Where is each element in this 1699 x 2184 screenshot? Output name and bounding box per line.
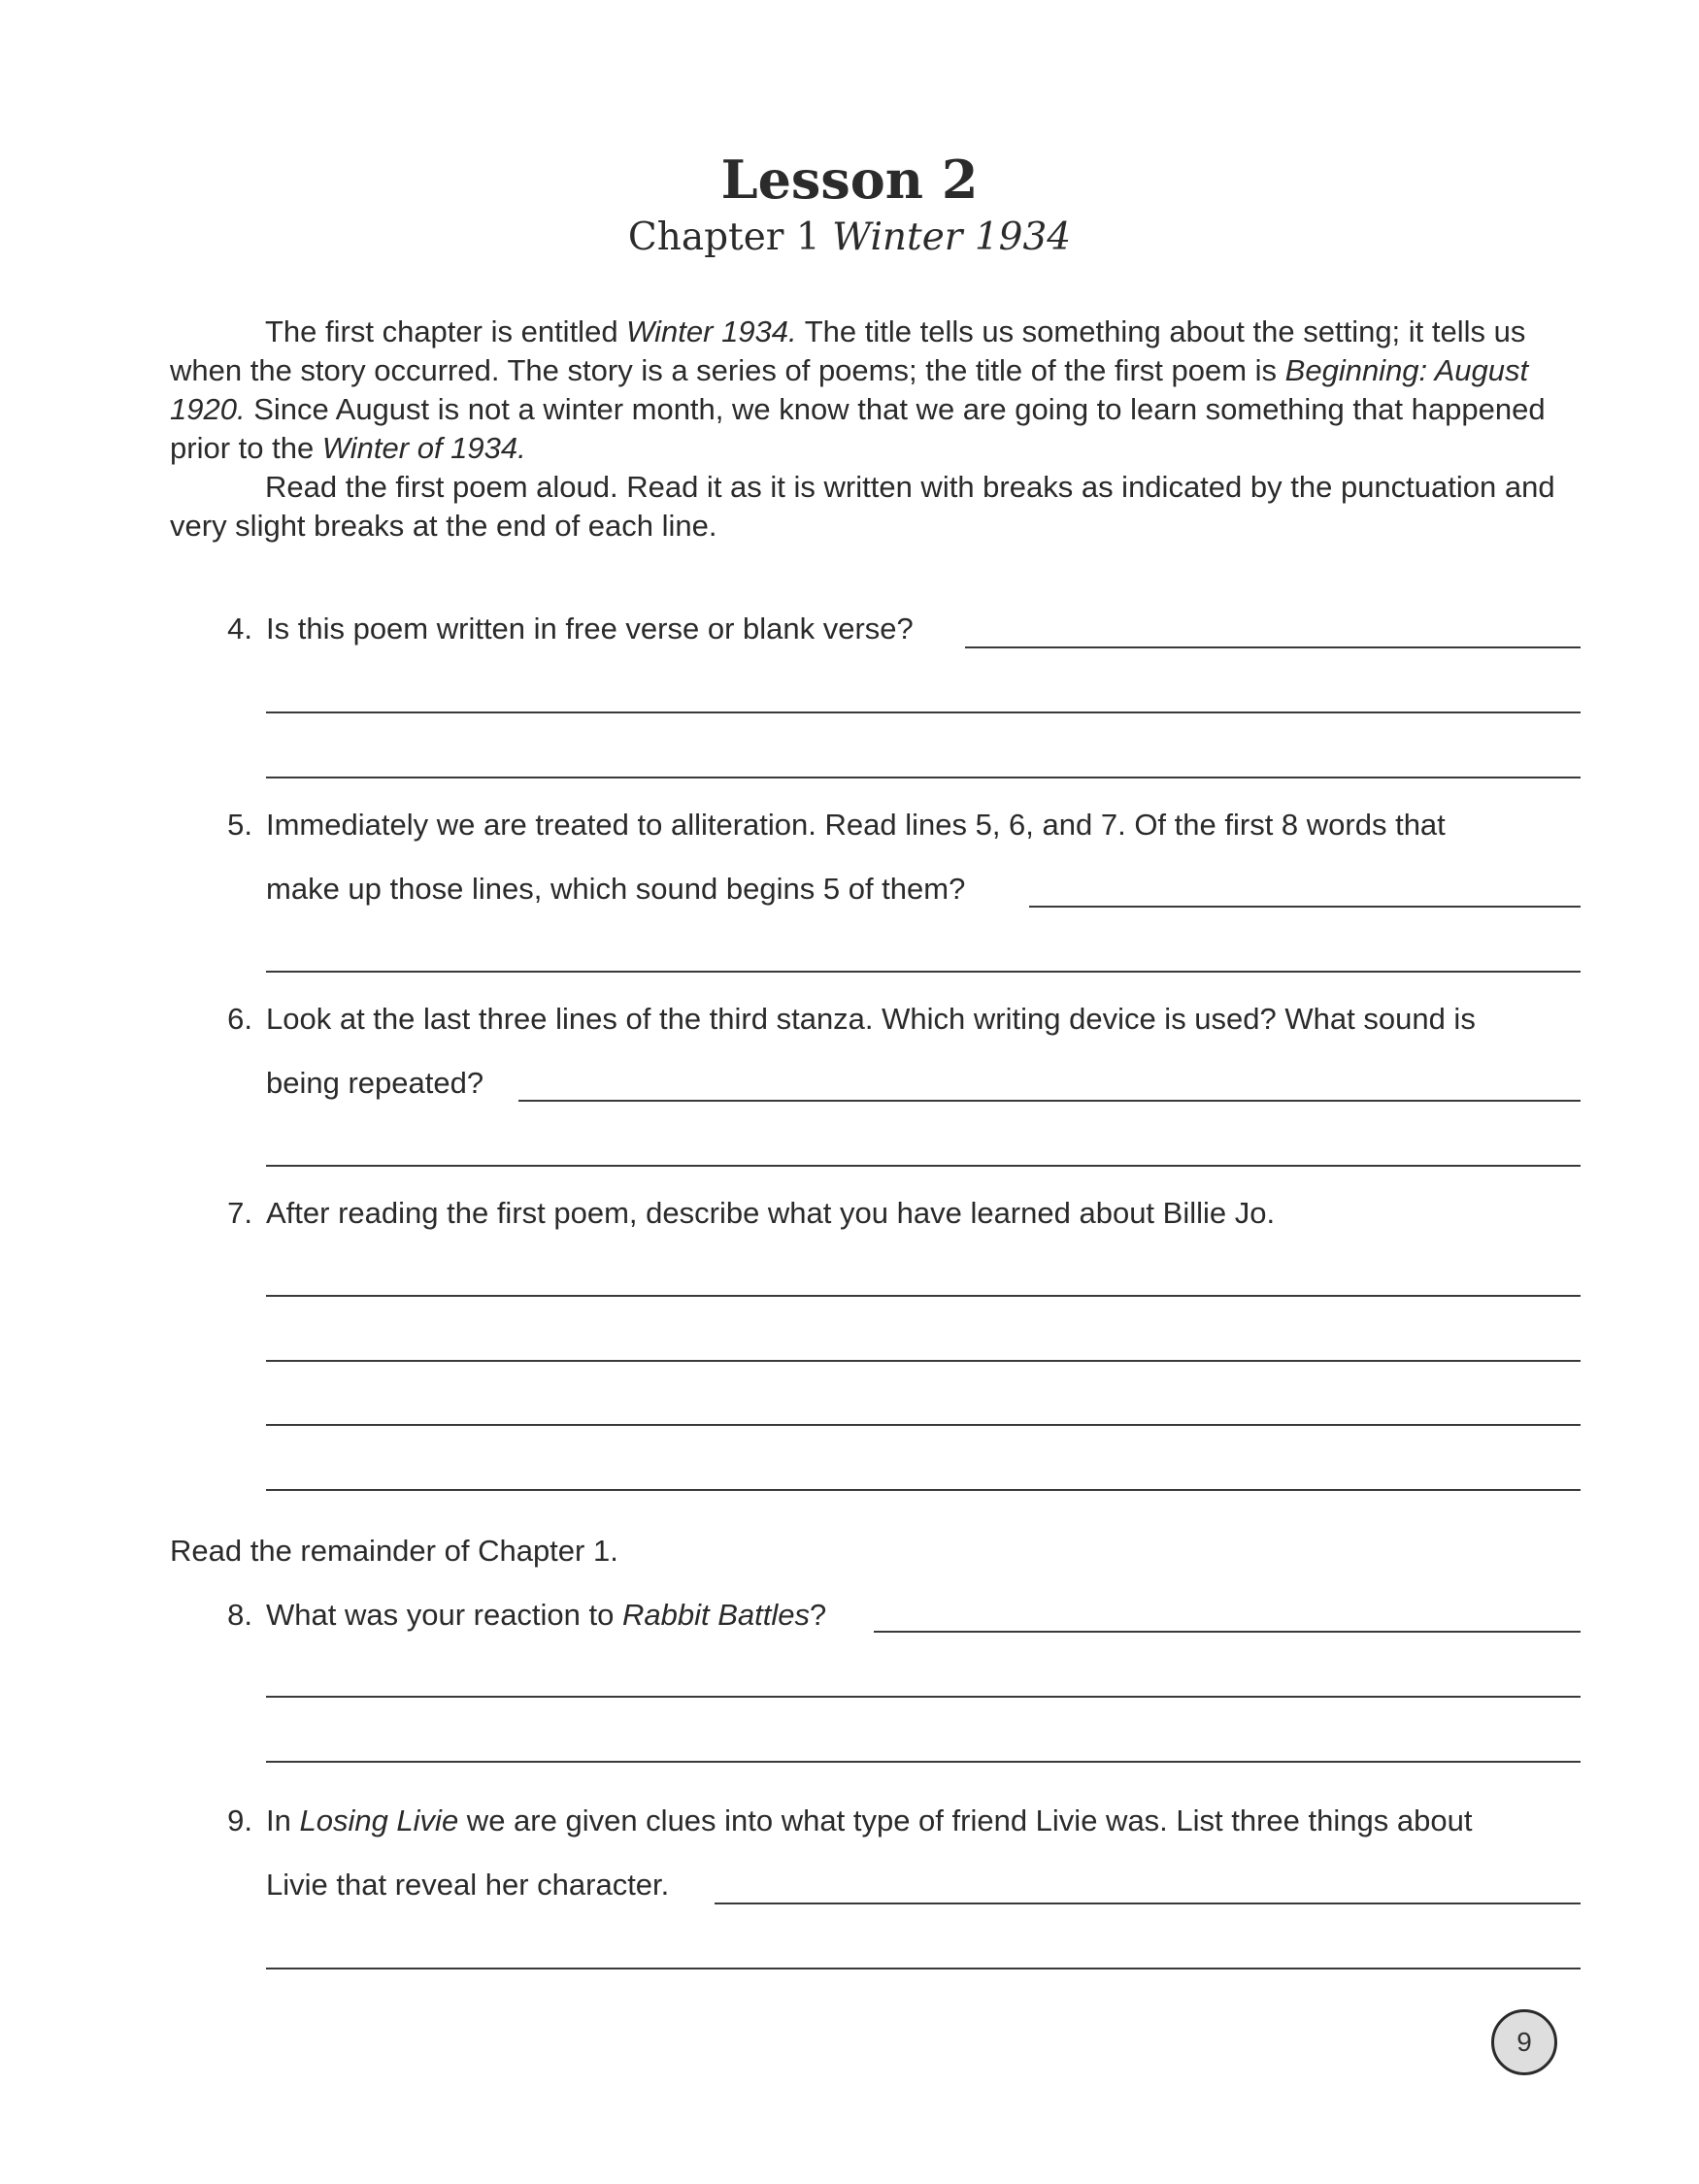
intro-text: The title tells us something about the setting; it tells us when the story occurred. The story is a series of poems; the title of the first poem is	[170, 314, 1526, 387]
intro-italic: Beginning: August 1920.	[170, 353, 1529, 426]
intro-paragraph-1	[170, 313, 1578, 468]
answer-line[interactable]	[266, 1489, 1581, 1491]
answer-line[interactable]	[266, 1295, 1581, 1297]
question-8-number: 8.	[227, 1598, 252, 1632]
answer-line[interactable]	[874, 1631, 1581, 1633]
question-9-suffix: we are given clues into what type of friend Livie was. List three things about	[458, 1803, 1473, 1837]
question-9-line-2: Livie that reveal her character.	[266, 1868, 670, 1902]
chapter-prefix: Chapter 1	[627, 215, 820, 259]
answer-line[interactable]	[266, 711, 1581, 713]
question-7-number: 7.	[227, 1196, 252, 1230]
intro-italic: Winter of 1934.	[321, 431, 526, 465]
question-8-prefix: What was your reaction to	[266, 1598, 622, 1632]
question-8-suffix: ?	[810, 1598, 827, 1632]
answer-line[interactable]	[715, 1903, 1581, 1904]
answer-line[interactable]	[518, 1100, 1581, 1102]
answer-line[interactable]	[266, 1696, 1581, 1698]
answer-line[interactable]	[266, 1424, 1581, 1426]
question-9-line-1	[266, 1802, 1472, 1840]
question-8-text	[266, 1596, 826, 1635]
question-9-number: 9.	[227, 1803, 252, 1837]
intro-paragraph-2	[170, 468, 1578, 546]
intro-text: Since August is not a winter month, we know that we are going to learn something that happened prior to the	[170, 392, 1546, 465]
question-6-line-1: Look at the last three lines of the third stanza. Which writing device is used? What sound is	[266, 1002, 1476, 1036]
question-5-number: 5.	[227, 808, 252, 842]
question-4-number: 4.	[227, 612, 252, 645]
answer-line[interactable]	[266, 1761, 1581, 1763]
lesson-title: Lesson 2	[720, 149, 979, 211]
answer-line[interactable]	[266, 1165, 1581, 1167]
read-remainder-instruction: Read the remainder of Chapter 1.	[170, 1534, 618, 1568]
question-7-text: After reading the first poem, describe what you have learned about Billie Jo.	[266, 1196, 1276, 1230]
question-4-text: Is this poem written in free verse or blank verse?	[266, 612, 914, 645]
intro-text: Read the first poem aloud. Read it as it is written with breaks as indicated by the punctuation and very slight breaks at the end of each line.	[170, 470, 1555, 543]
chapter-subtitle	[0, 214, 1699, 262]
page-number: 9	[1491, 2009, 1557, 2075]
answer-line[interactable]	[965, 646, 1581, 648]
question-6-number: 6.	[227, 1002, 252, 1036]
answer-line[interactable]	[266, 1968, 1581, 1969]
question-5-line-2: make up those lines, which sound begins 5 of them?	[266, 872, 966, 906]
answer-line[interactable]	[1029, 906, 1581, 908]
question-6-line-2: being repeated?	[266, 1066, 484, 1100]
intro-italic: Winter 1934.	[626, 314, 797, 348]
intro-text: The first chapter is entitled	[265, 314, 627, 348]
chapter-title: Winter 1934	[832, 215, 1072, 259]
answer-line[interactable]	[266, 971, 1581, 973]
question-5-line-1: Immediately we are treated to alliteration. Read lines 5, 6, and 7. Of the first 8 words that	[266, 808, 1446, 842]
answer-line[interactable]	[266, 777, 1581, 778]
question-9-prefix: In	[266, 1803, 300, 1837]
question-9-italic: Losing Livie	[299, 1803, 459, 1837]
question-8-italic: Rabbit Battles	[622, 1598, 810, 1632]
answer-line[interactable]	[266, 1360, 1581, 1362]
